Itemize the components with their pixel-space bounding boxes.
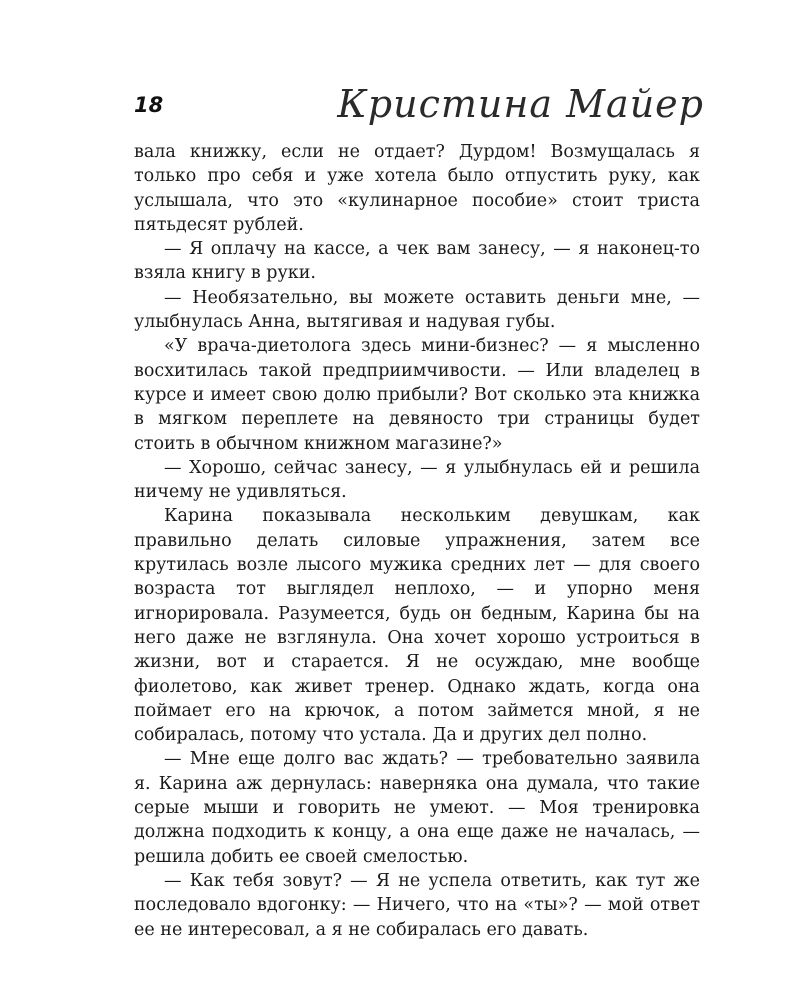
running-header [134, 84, 704, 134]
paragraph: Карина показывала нескольким девушкам, как правильно делать силовые упражнения, затем все крутилась возле лысого мужика средних лет — для своего возраста тот выглядел неплохо, — и упорно меня игнорировала. Разумеется, будь он бедным, Карина бы на него даже не взглянула. Она хочет хорошо устроиться в жизни, вот и старается. Я не осуждаю, мне вообще фиолетово, как живет тренер. Однако ждать, когда она поймает его на крючок, а потом займется мной, я не собиралась, потому что устала. Да и других дел полно. [134, 506, 700, 746]
paragraph: — Необязательно, вы можете оставить деньги мне, — улыбнулась Анна, вытягивая и надувая губы. [134, 287, 700, 333]
body-text [134, 140, 700, 942]
paragraph: «У врача-диетолога здесь мини-бизнес? — я мысленно восхитилась такой предприимчивости. — Или владелец в курсе и имеет свою долю прибыли? Вот сколько эта книжка в мягком переплете на девяносто три страницы будет стоить в обычном книжном магазине?» [134, 336, 700, 454]
paragraph: вала книжку, если не отдает? Дурдом! Возмущалась я только про себя и уже хотела было отпустить руку, как услышала, что это «кулинарное пособие» стоит триста пятьдесят рублей. [134, 142, 700, 235]
page-number: 18 [134, 93, 164, 117]
paragraph: — Хорошо, сейчас занесу, — я улыбнулась ей и решила ничему не удивляться. [134, 457, 700, 503]
paragraph: — Я оплачу на кассе, а чек вам занесу, — я наконец-то взяла книгу в руки. [134, 239, 700, 284]
paragraph: — Мне еще долго вас ждать? — требовательно заявила я. Карина аж дернулась: наверняка она думала, что такие серые мыши и говорить не умеют. — Моя тренировка должна подходить к концу, а она еще даже не началась, — решила добить ее своей смелостью. [134, 749, 700, 867]
paragraph: — Как тебя зовут? — Я не успела ответить, как тут же последовало вдогонку: — Ничего, что на «ты»? — мой ответ ее не интересовал, а я не собиралась его давать. [134, 870, 700, 940]
author-name: Кристина Майер [337, 82, 704, 126]
